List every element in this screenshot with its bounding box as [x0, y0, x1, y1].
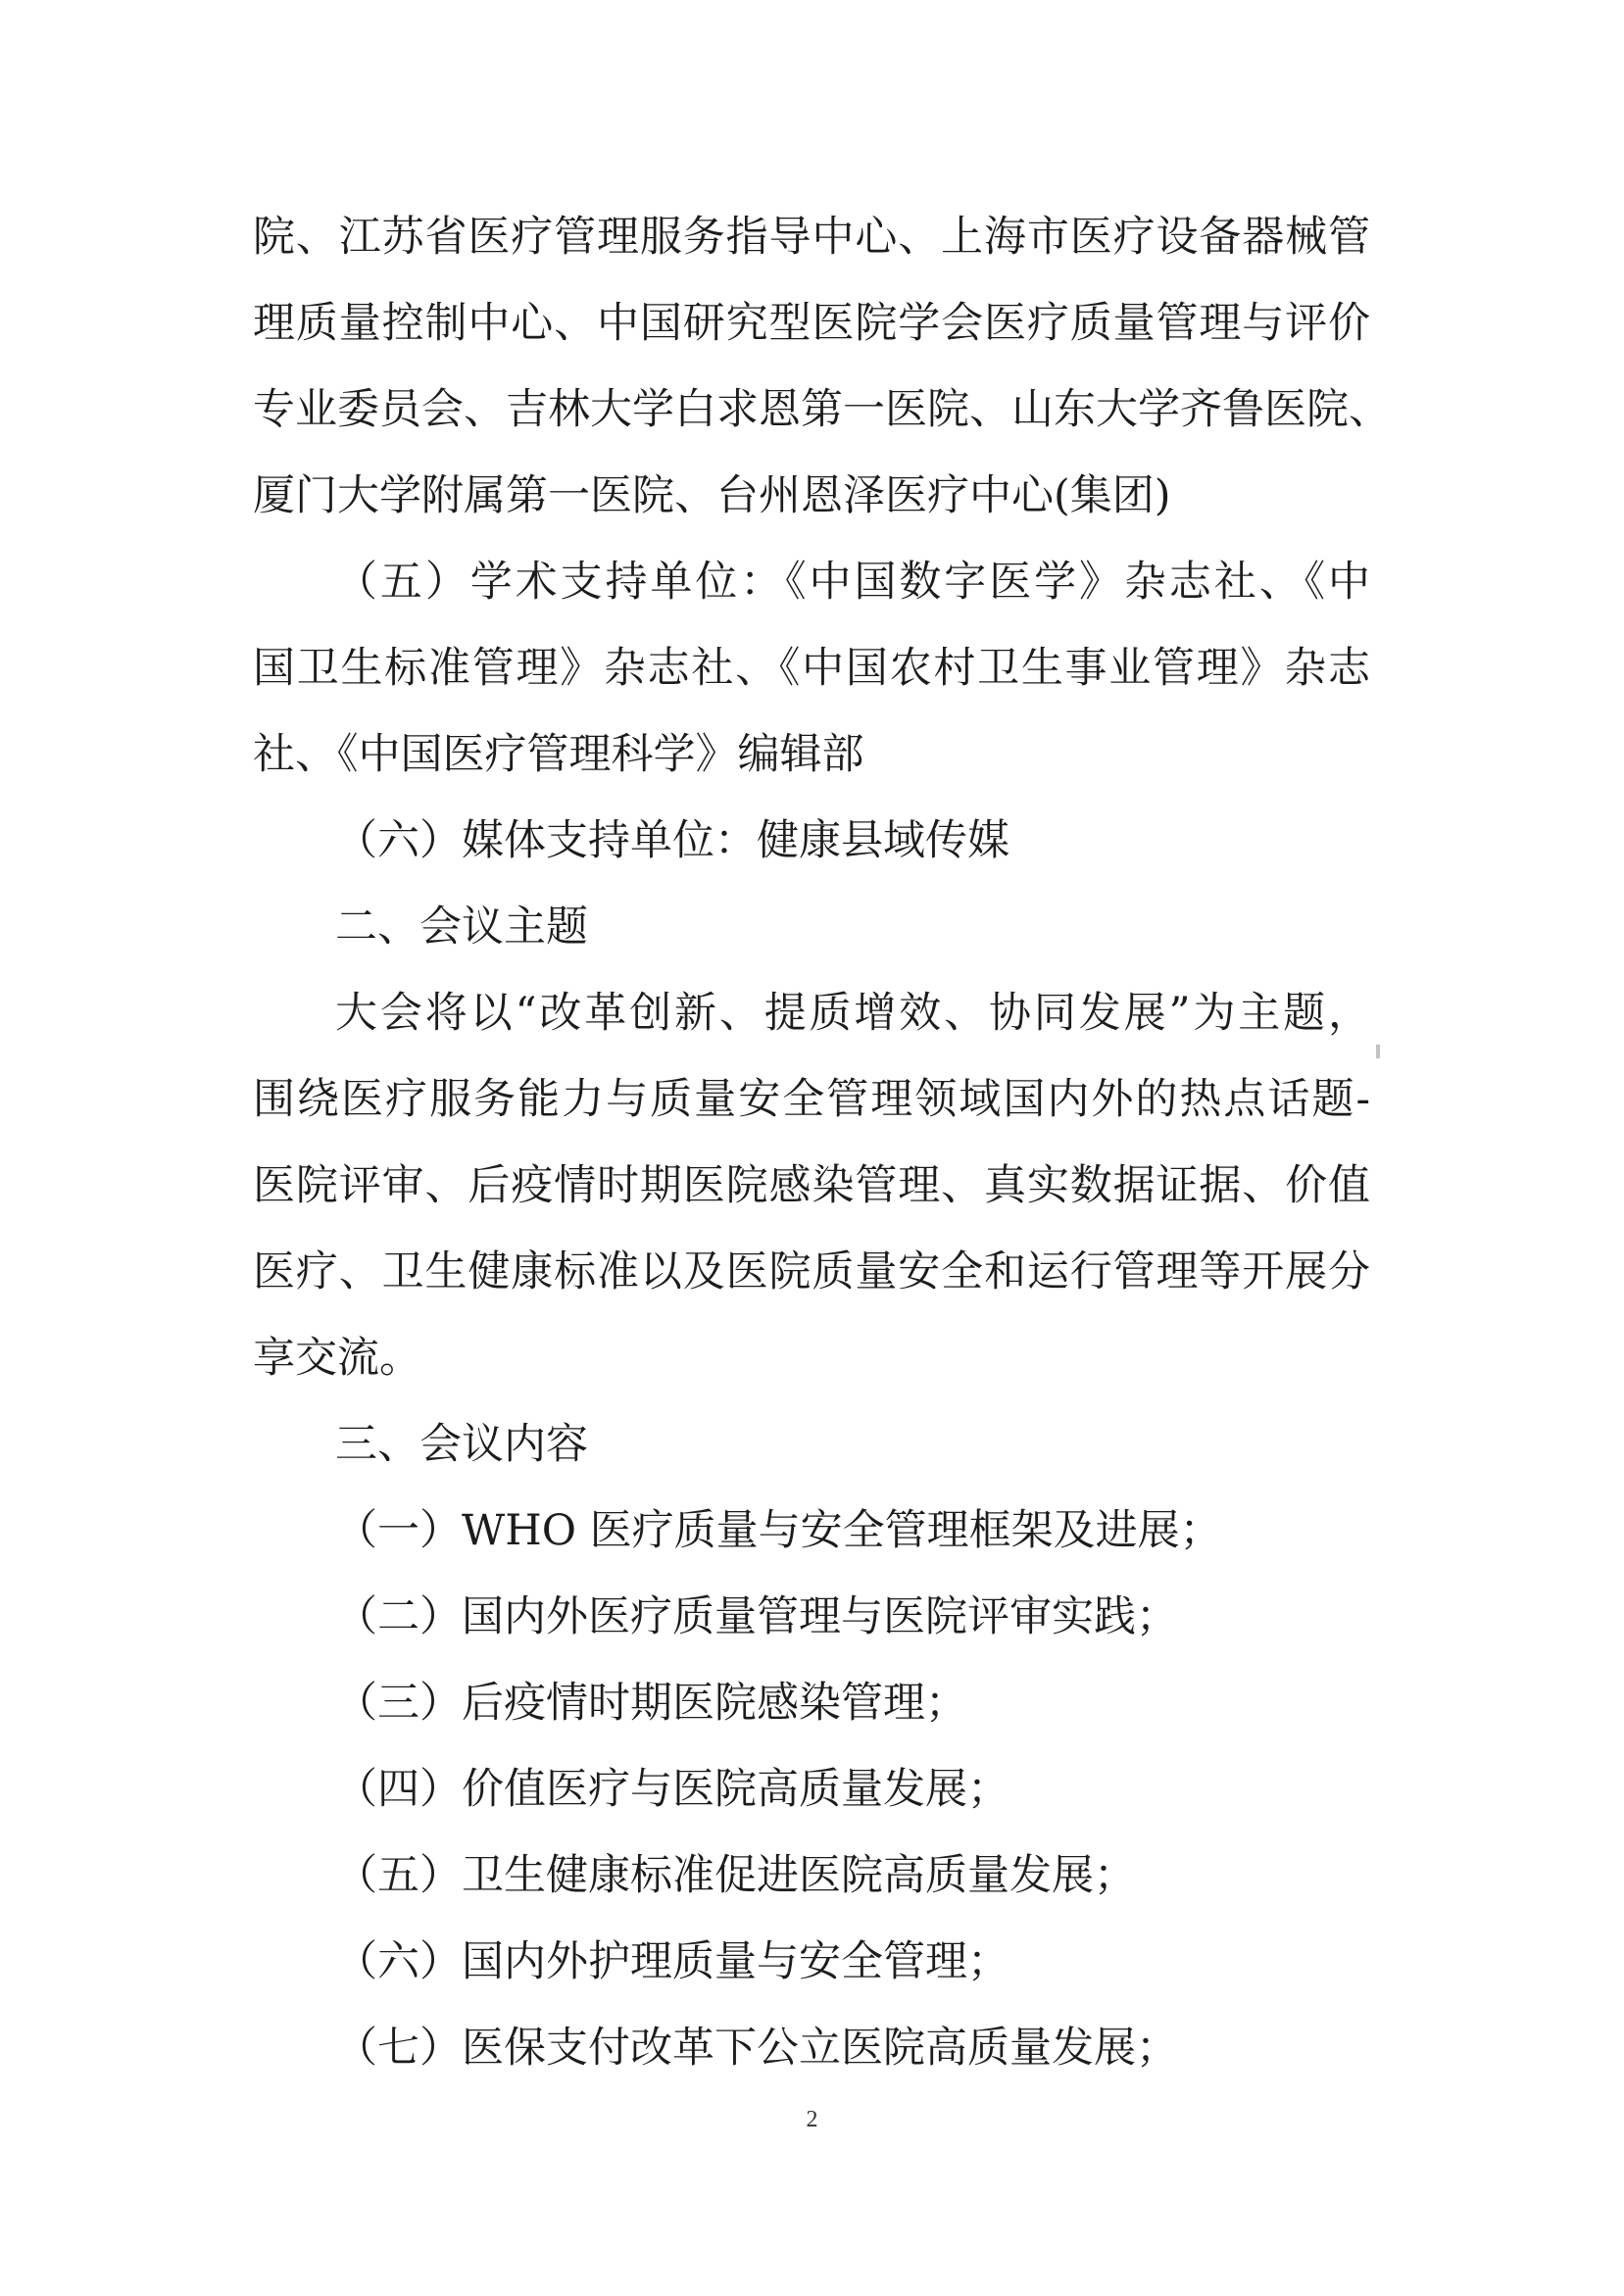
theme-line-4: 医疗、卫生健康标准以及医院质量安全和运行管理等开展分 — [253, 1247, 1370, 1296]
content-item-1: （一）WHO 医疗质量与安全管理框架及进展； — [335, 1506, 1222, 1555]
text-line-1: 院、江苏省医疗管理服务指导中心、上海市医疗设备器械管 — [253, 213, 1370, 262]
content-item-4: （四）价值医疗与医院高质量发展； — [335, 1765, 1009, 1814]
heading-meeting-theme: 二、会议主题 — [335, 903, 588, 952]
heading-meeting-content: 三、会议内容 — [335, 1420, 588, 1469]
section-5-line-2: 国卫生标准管理》杂志社、《中国农村卫生事业管理》杂志 — [253, 644, 1370, 693]
theme-line-3: 医院评审、后疫情时期医院感染管理、真实数据证据、价值 — [253, 1161, 1370, 1210]
content-item-2: （二）国内外医疗质量管理与医院评审实践； — [335, 1592, 1178, 1641]
section-5-line-1: （五）学术支持单位：《中国数字医学》杂志社、《中 — [335, 558, 1370, 607]
text-line-3: 专业委员会、吉林大学白求恩第一医院、山东大学齐鲁医院、 — [253, 385, 1391, 434]
theme-line-5: 享交流。 — [253, 1334, 421, 1383]
content-item-5: （五）卫生健康标准促进医院高质量发展； — [335, 1851, 1136, 1900]
content-item-3: （三）后疫情时期医院感染管理； — [335, 1679, 967, 1728]
section-6-line: （六）媒体支持单位：健康县域传媒 — [335, 816, 1009, 865]
theme-line-1: 大会将以“改革创新、提质增效、协同发展”为主题， — [335, 989, 1370, 1038]
content-item-6: （六）国内外护理质量与安全管理； — [335, 1937, 1009, 1986]
text-line-4: 厦门大学附属第一医院、台州恩泽医疗中心(集团) — [253, 471, 1171, 520]
text-line-2: 理质量控制中心、中国研究型医院学会医疗质量管理与评价 — [253, 299, 1370, 348]
scan-speck — [1376, 1045, 1380, 1058]
section-5-line-3: 社、《中国医疗管理科学》编辑部 — [253, 730, 864, 779]
page-number: 2 — [806, 2107, 818, 2132]
content-item-7: （七）医保支付改革下公立医院高质量发展； — [335, 2024, 1178, 2073]
theme-line-2: 围绕医疗服务能力与质量安全管理领域国内外的热点话题- — [253, 1075, 1370, 1124]
